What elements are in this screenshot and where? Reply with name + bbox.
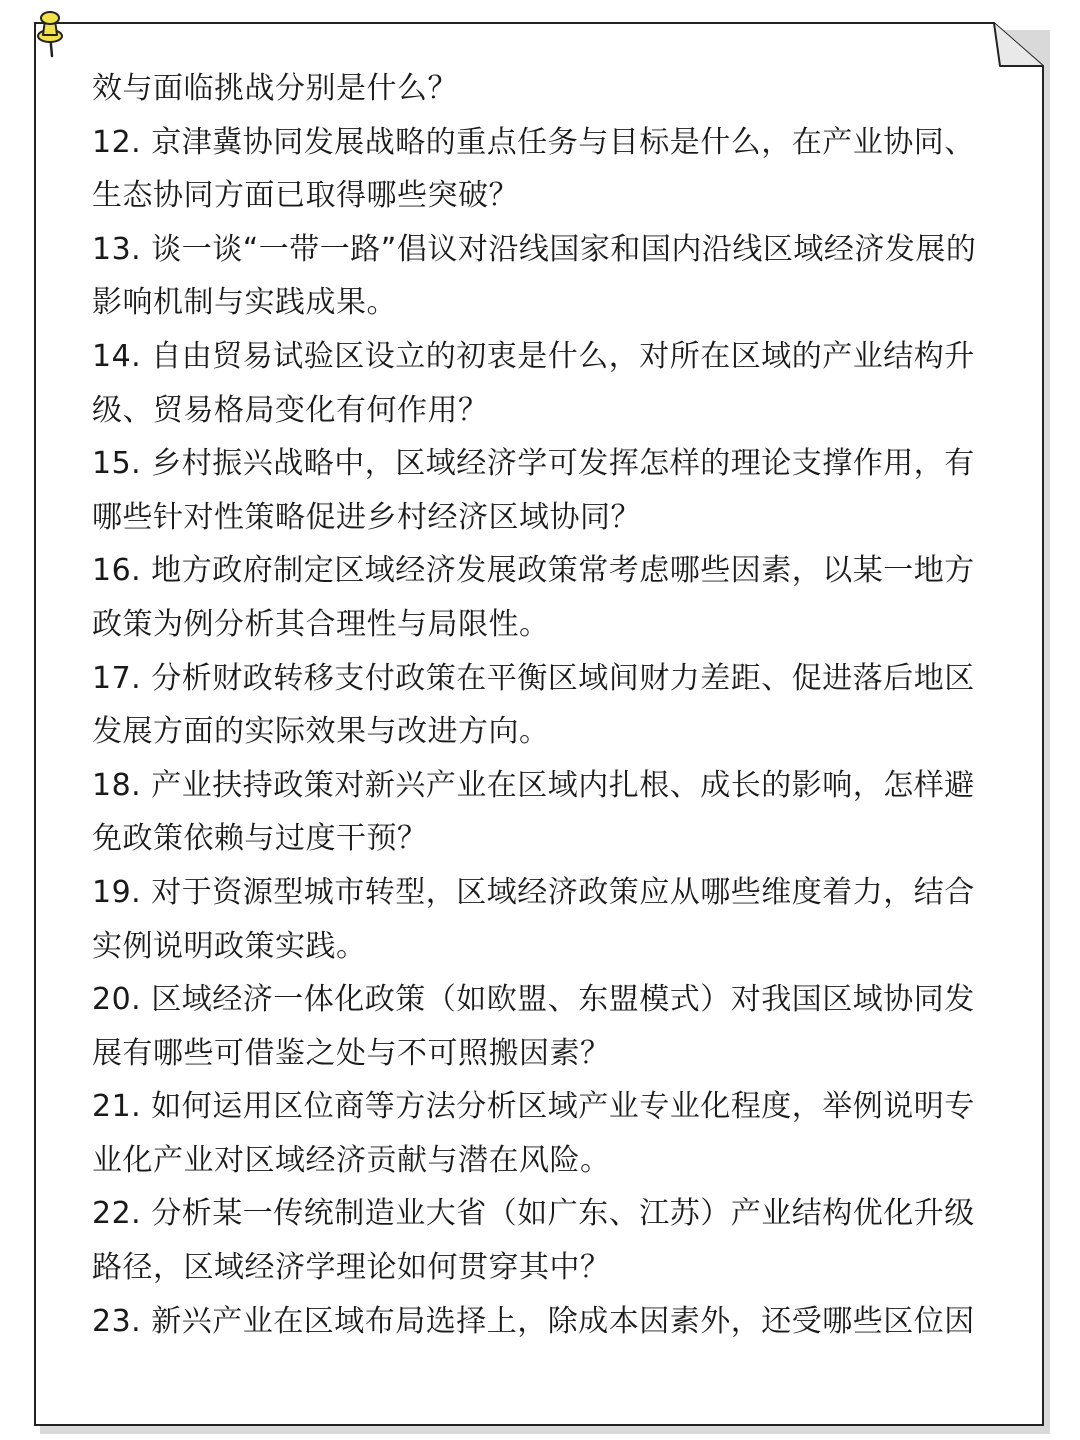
text-line: 13. 谈一谈“一带一路”倡议对沿线国家和国内沿线区域经济发展的 [92,231,977,267]
text-line: 业化产业对区域经济贡献与潜在风险。 [92,1142,611,1178]
text-line: 路径，区域经济学理论如何贯穿其中？ [92,1250,611,1286]
text-line: 12. 京津冀协同发展战略的重点任务与目标是什么，在产业协同、 [92,124,975,160]
text-line: 22. 分析某一传统制造业大省（如广东、江苏）产业结构优化升级 [92,1196,975,1232]
text-line: 展有哪些可借鉴之处与不可照搬因素？ [92,1035,611,1071]
text-line: 20. 区域经济一体化政策（如欧盟、东盟模式）对我国区域协同发 [92,982,975,1018]
text-line: 效与面临挑战分别是什么？ [92,71,458,106]
text-line: 实例说明政策实践。 [92,928,367,964]
text-line: 政策为例分析其合理性与局限性。 [92,606,550,642]
text-line: 21. 如何运用区位商等方法分析区域产业专业化程度，举例说明专 [92,1089,975,1125]
text-line: 哪些针对性策略促进乡村经济区域协同？ [92,499,641,535]
text-line: 生态协同方面已取得哪些突破？ [92,178,519,214]
text-line: 14. 自由贸易试验区设立的初衷是什么，对所在区域的产业结构升 [92,338,975,374]
text-line: 23. 新兴产业在区域布局选择上，除成本因素外，还受哪些区位因 [92,1303,975,1339]
text-line: 19. 对于资源型城市转型，区域经济政策应从哪些维度着力，结合 [92,874,975,910]
pushpin-icon [30,6,74,58]
text-line: 影响机制与实践成果。 [92,285,397,321]
text-line: 18. 产业扶持政策对新兴产业在区域内扎根、成长的影响，怎样避 [92,767,975,803]
text-line: 级、贸易格局变化有何作用？ [92,392,489,428]
question-list [92,62,992,1348]
text-line: 免政策依赖与过度干预？ [92,821,428,857]
text-line: 发展方面的实际效果与改进方向。 [92,714,550,750]
text-line: 15. 乡村振兴战略中，区域经济学可发挥怎样的理论支撑作用，有 [92,446,975,482]
text-line: 17. 分析财政转移支付政策在平衡区域间财力差距、促进落后地区 [92,660,975,696]
text-line: 16. 地方政府制定区域经济发展政策常考虑哪些因素，以某一地方 [92,553,975,589]
